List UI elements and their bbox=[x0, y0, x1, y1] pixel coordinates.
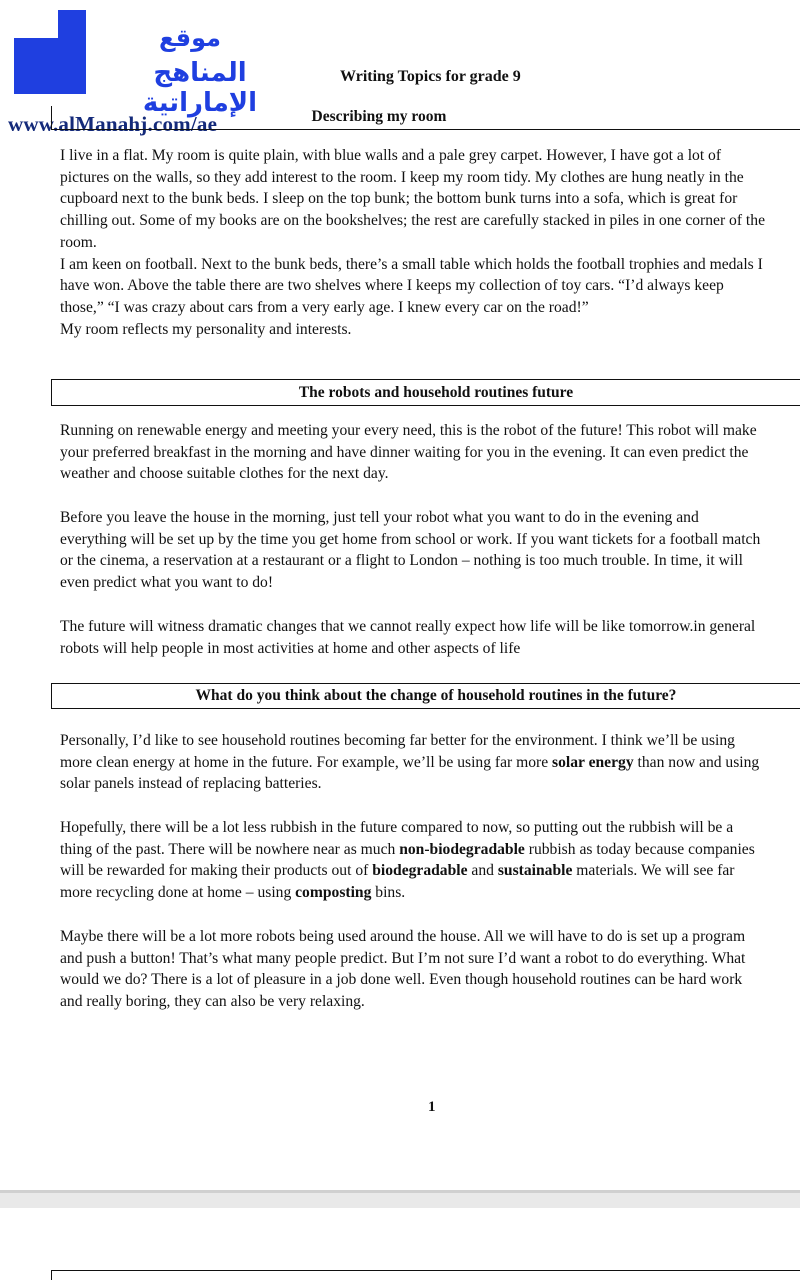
page-separator bbox=[0, 1190, 800, 1193]
logo-text-line1: موقع bbox=[158, 24, 221, 52]
text-segment: more clean energy at home in the future. For example, we’ll be using far more bbox=[60, 753, 553, 771]
text-segment: solar panels instead of replacing batteries. bbox=[60, 775, 322, 793]
bold-term: solar energy bbox=[552, 753, 634, 771]
text-segment: rubbish as today because companies bbox=[524, 840, 755, 858]
section-heading-text: The robots and household routines future bbox=[298, 384, 574, 401]
page-number: 1 bbox=[428, 1099, 436, 1115]
paragraph-robots-1 bbox=[60, 420, 800, 485]
text-segment: bins. bbox=[371, 884, 406, 902]
text-line: and really boring, they can also be very relaxing. bbox=[60, 993, 365, 1011]
paragraph-routines-2 bbox=[60, 817, 800, 904]
section-heading-text: Describing my room bbox=[311, 108, 447, 125]
paragraph-robots-3 bbox=[60, 616, 800, 659]
text-segment: more recycling done at home – using bbox=[60, 884, 296, 902]
text-line: room. bbox=[60, 233, 97, 251]
text-line: My room reflects my personality and interests. bbox=[60, 320, 352, 338]
text-line: I am keen on football. Next to the bunk beds, there’s a small table which holds the football trophies and medals I bbox=[60, 255, 763, 273]
text-line: have won. Above the table there are two shelves where I keeps my collection of toy cars. “I’d always keep bbox=[60, 277, 724, 295]
text-line bbox=[60, 752, 800, 774]
text-segment: thing of the past. There will be nowhere near as much bbox=[60, 840, 400, 858]
text-line bbox=[60, 773, 800, 795]
text-line: weather and choose suitable clothes for the next day. bbox=[60, 465, 389, 483]
text-line bbox=[60, 839, 800, 861]
text-segment: will be rewarded for making their products out of bbox=[60, 862, 373, 880]
text-line: Before you leave the house in the morning, just tell your robot what you want to do in the evening and bbox=[60, 509, 699, 526]
text-segment: Personally, I’d like to see household routines becoming far better for the environment. I think we’ll be using bbox=[60, 732, 735, 749]
next-page-heading-box bbox=[51, 1270, 800, 1280]
bold-term: biodegradable bbox=[372, 862, 468, 880]
text-line: or the cinema, a reservation at a restaurant or a flight to London – nothing is too much trouble. In time, it will bbox=[60, 552, 743, 570]
text-line: your preferred breakfast in the morning and have dinner waiting for you in the evening. It can even predict the bbox=[60, 443, 749, 461]
text-line: The future will witness dramatic changes that we cannot really expect how life will be like tomorrow.in general bbox=[60, 618, 756, 635]
next-page bbox=[0, 1208, 800, 1280]
text-line: I live in a flat. My room is quite plain, with blue walls and a pale grey carpet. However, I have got a lot of bbox=[60, 147, 722, 164]
text-segment: Hopefully, there will be a lot less rubbish in the future compared to now, so putting out the rubbish will be a bbox=[60, 819, 734, 836]
text-line: robots will help people in most activities at home and other aspects of life bbox=[60, 639, 521, 657]
text-line bbox=[60, 817, 800, 839]
section-heading-robots bbox=[51, 379, 800, 406]
text-line: and push a button! That’s what many people predict. But I’m not sure I’d want a robot to do everything. What bbox=[60, 949, 746, 967]
paragraph-routines-3 bbox=[60, 926, 800, 1013]
section-heading-text: What do you think about the change of household routines in the future? bbox=[195, 687, 677, 704]
logo-shape bbox=[14, 38, 86, 94]
paragraph-room bbox=[60, 145, 800, 340]
text-segment: materials. We will see far bbox=[572, 862, 735, 880]
site-logo[interactable] bbox=[14, 10, 86, 94]
bold-term: sustainable bbox=[497, 862, 573, 880]
logo-text-line2: المناهج الإماراتية bbox=[142, 58, 258, 118]
text-line: Running on renewable energy and meeting your every need, this is the robot of the future! This robot will make bbox=[60, 422, 757, 439]
text-line bbox=[60, 730, 800, 752]
paragraph-robots-2 bbox=[60, 507, 800, 594]
text-line: those,” “I was crazy about cars from a very early age. I knew every car on the road!” bbox=[60, 298, 589, 316]
text-line: chilling out. Some of my books are on the bookshelves; the rest are carefully stacked in piles in one corner of the bbox=[60, 212, 765, 230]
text-line: cupboard next to the bunk beds. I sleep on the top bunk; the bottom bunk turns into a sofa, which is great for bbox=[60, 190, 738, 208]
document-title: Writing Topics for grade 9 bbox=[340, 68, 521, 85]
site-url-link[interactable]: www.alManahj.com/ae bbox=[8, 112, 218, 136]
text-line bbox=[60, 882, 800, 904]
paragraph-routines-1 bbox=[60, 730, 800, 795]
text-line bbox=[60, 860, 800, 882]
text-line: Maybe there will be a lot more robots being used around the house. All we will have to do is set up a program bbox=[60, 928, 746, 945]
text-segment: than now and using bbox=[633, 753, 760, 771]
text-line: pictures on the walls, so they add interest to the room. I keep my room tidy. My clothes are hung neatly in the bbox=[60, 168, 744, 186]
text-segment: and bbox=[467, 862, 498, 880]
section-heading-room bbox=[51, 106, 800, 130]
section-heading-routines bbox=[51, 683, 800, 709]
bold-term: composting bbox=[295, 884, 372, 902]
text-line: would we do? There is a lot of pleasure in a job done well. Even though household routines can be hard work bbox=[60, 971, 743, 989]
bold-term: non-biodegradable bbox=[399, 840, 525, 858]
logo-shape-accent bbox=[58, 10, 86, 38]
text-line: everything will be set up by the time you get home from school or work. If you want tickets for a football match bbox=[60, 530, 761, 548]
text-line: even predict what you want to do! bbox=[60, 574, 274, 592]
